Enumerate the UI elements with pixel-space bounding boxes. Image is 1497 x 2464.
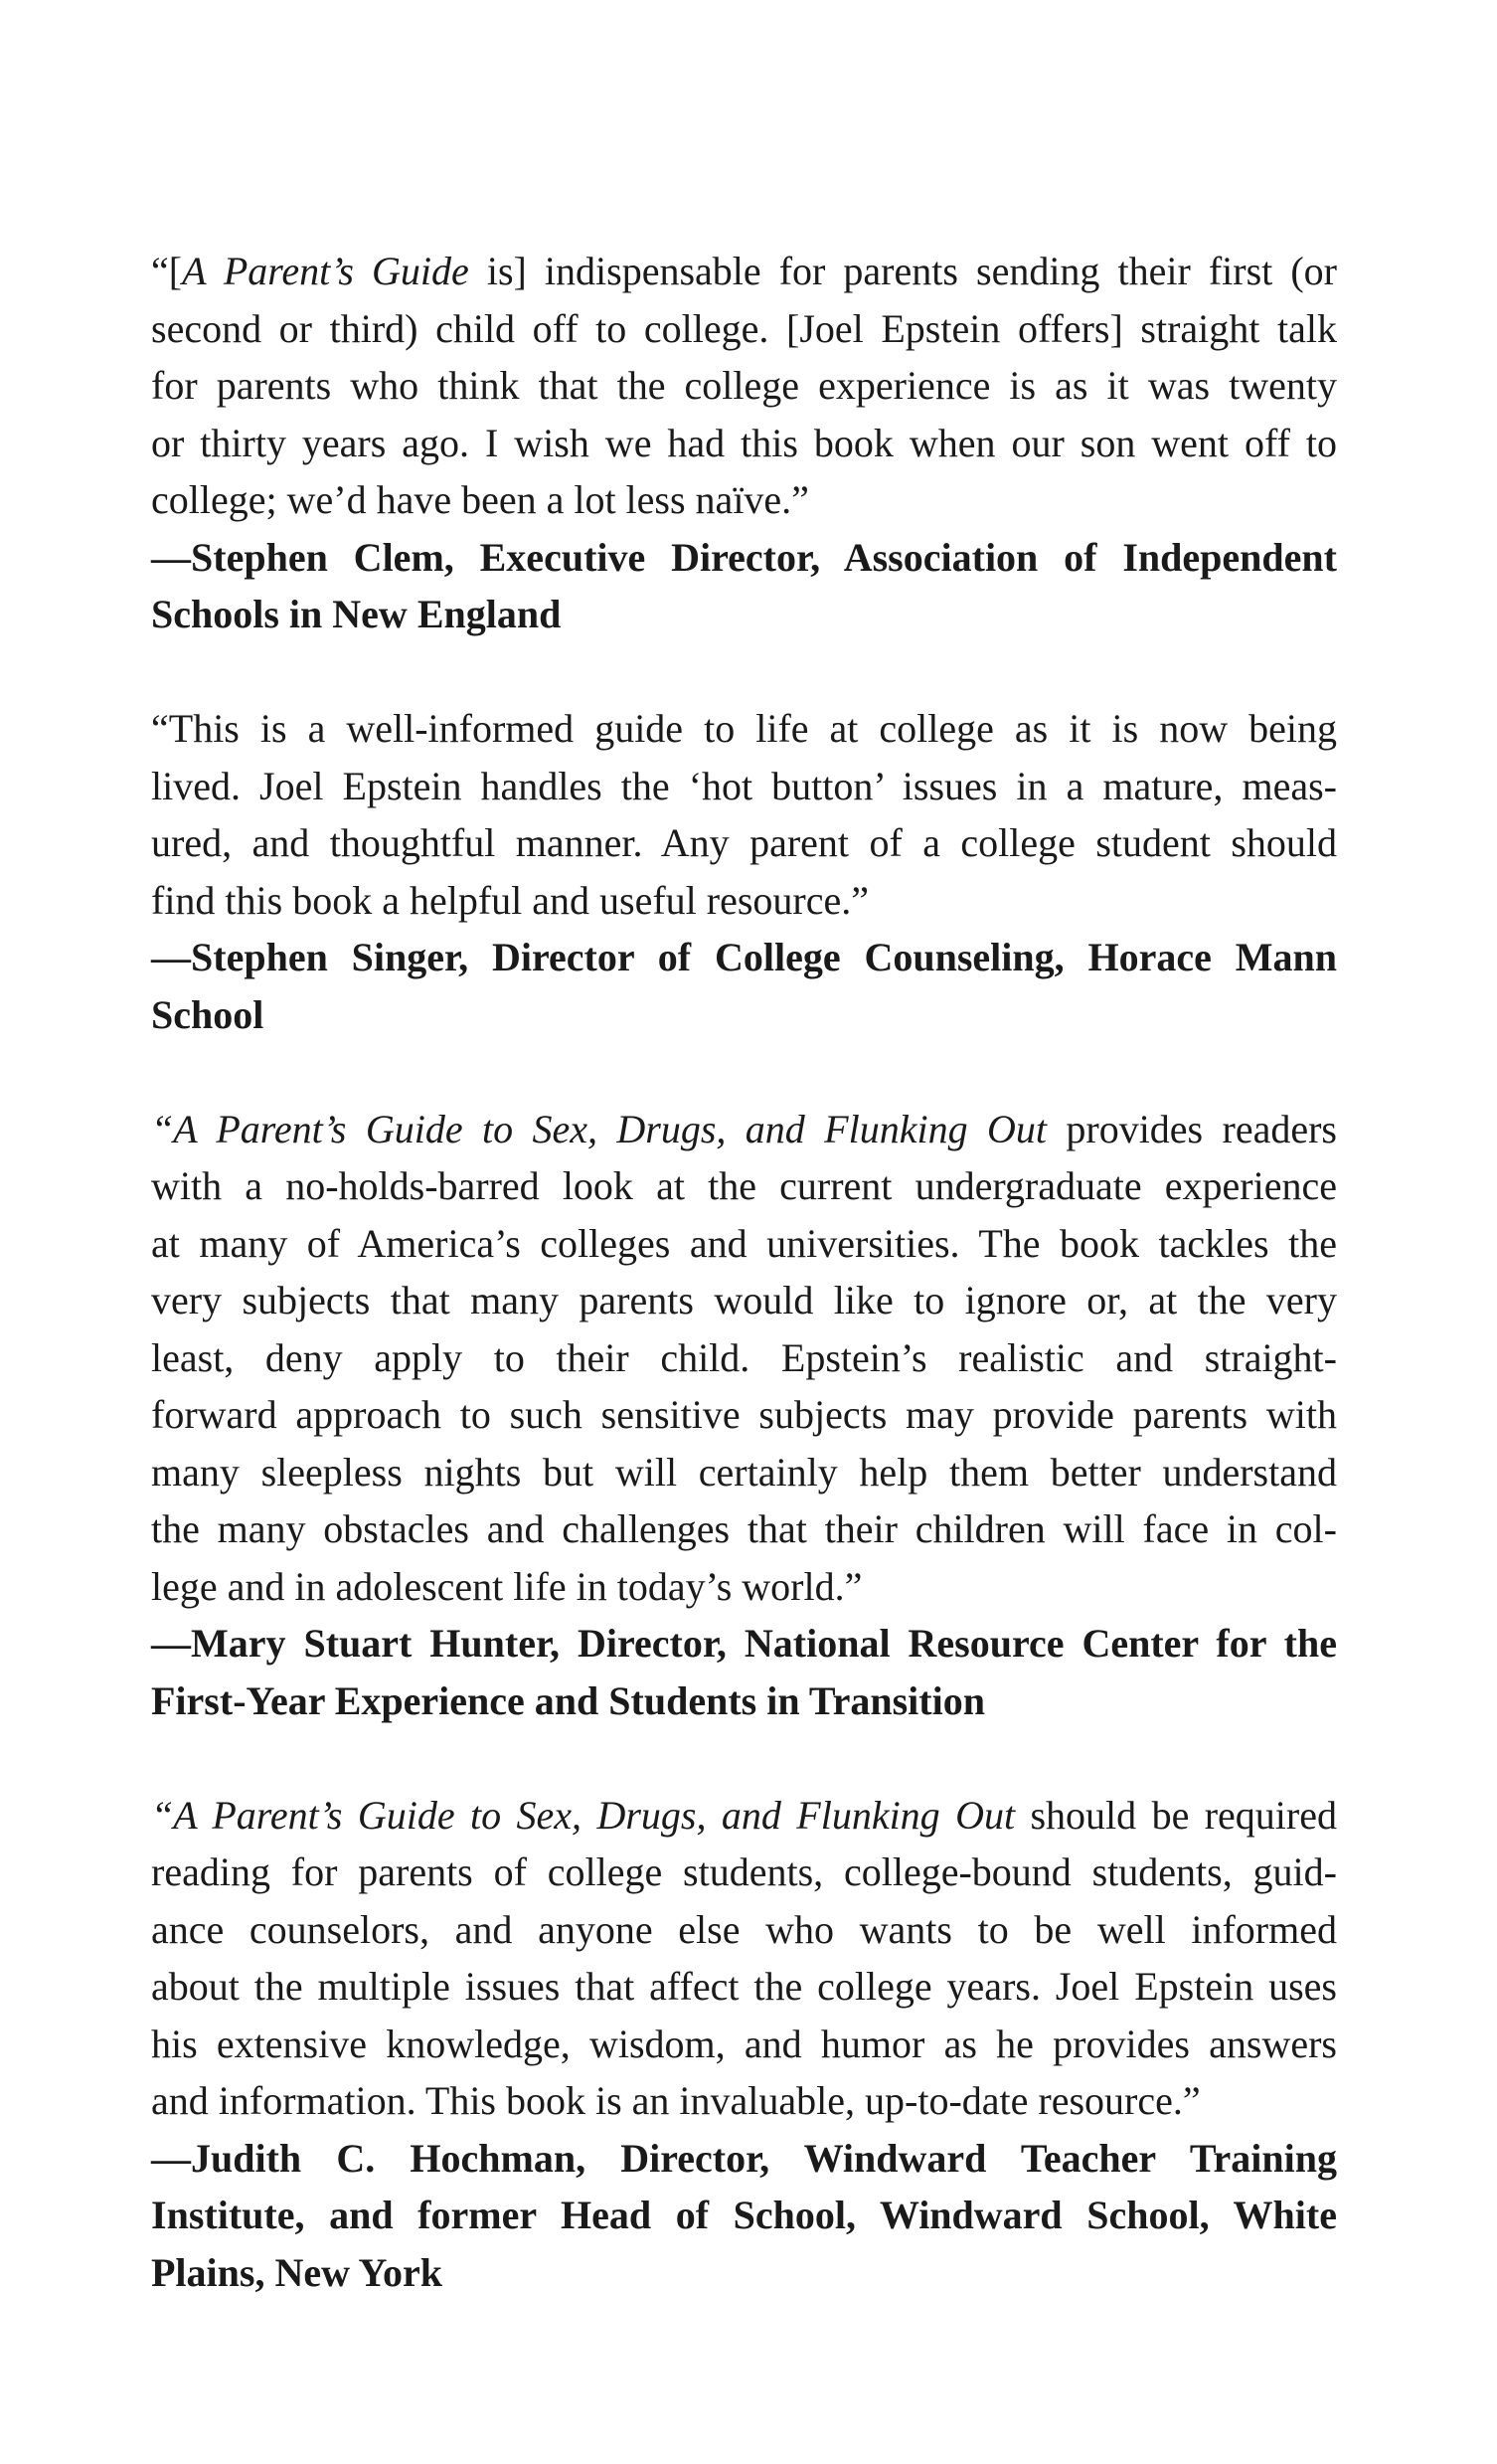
quote-attribution: —Stephen Singer, Director of College Counseling, Horace Mann bbox=[151, 935, 1337, 979]
quote-line bbox=[151, 872, 1337, 930]
quote-attribution: School bbox=[151, 991, 264, 1037]
quote-attribution: —Stephen Clem, Executive Director, Association of Independent bbox=[151, 534, 1337, 580]
quote-line bbox=[151, 2016, 1337, 2073]
quote-line bbox=[151, 1329, 1337, 1387]
quote-attribution: Plains, New York bbox=[151, 2249, 442, 2295]
quote-line bbox=[151, 357, 1337, 415]
paragraph-spacer bbox=[151, 1729, 1337, 1787]
quote-text: for parents who think that the college experience is as it was twenty bbox=[151, 363, 1337, 408]
quote-line bbox=[151, 1101, 1337, 1158]
endorsement-quote bbox=[151, 700, 1337, 1043]
quote-text: very subjects that many parents would like to ignore or, at the very bbox=[151, 1278, 1337, 1322]
quote-line bbox=[151, 814, 1337, 872]
quote-line bbox=[151, 1444, 1337, 1501]
quote-line bbox=[151, 1958, 1337, 2016]
quote-text: ance counselors, and anyone else who wants to be well informed bbox=[151, 1906, 1337, 1952]
endorsement-quote bbox=[151, 1101, 1337, 1730]
quote-text: reading for parents of college students, college-bound students, guid- bbox=[151, 1849, 1337, 1894]
quote-text: and information. This book is an invaluable, up-to-date resource.” bbox=[151, 2078, 1201, 2123]
quote-text: ured, and thoughtful manner. Any parent of a college student should bbox=[151, 820, 1337, 865]
quote-text: his extensive knowledge, wisdom, and humor as he provides answers bbox=[151, 2021, 1337, 2066]
quote-attribution: Institute, and former Head of School, Windward School, White bbox=[151, 2193, 1337, 2237]
quote-line bbox=[151, 243, 1337, 300]
quote-text: about the multiple issues that affect the college years. Joel Epstein uses bbox=[151, 1964, 1337, 2009]
quote-text: at many of America’s colleges and universities. The book tackles the bbox=[151, 1220, 1337, 1266]
quote-line bbox=[151, 758, 1337, 815]
quote-line bbox=[151, 700, 1337, 758]
endorsement-quote bbox=[151, 243, 1337, 643]
quote-line bbox=[151, 1157, 1337, 1215]
quote-text: or thirty years ago. I wish we had this book when our son went off to bbox=[151, 420, 1337, 465]
quote-line bbox=[151, 1844, 1337, 1901]
quote-text: many sleepless nights but will certainly help them better understand bbox=[151, 1449, 1337, 1495]
quote-attribution: —Judith C. Hochman, Director, Windward Teacher Training bbox=[151, 2135, 1337, 2181]
quote-attribution: Schools in New England bbox=[151, 592, 562, 636]
quote-text: least, deny apply to their child. Epstein’s realistic and straight- bbox=[151, 1334, 1337, 1380]
quote-line bbox=[151, 2072, 1337, 2130]
quote-line bbox=[151, 1787, 1337, 1845]
quote-line bbox=[151, 300, 1337, 358]
quote-line bbox=[151, 1272, 1337, 1329]
paragraph-spacer bbox=[151, 643, 1337, 701]
quote-text: lege and in adolescent life in today’s world.” bbox=[151, 1563, 863, 1609]
paragraph-spacer bbox=[151, 1043, 1337, 1101]
quote-text: with a no-holds-barred look at the current undergraduate experience bbox=[151, 1163, 1337, 1208]
quote-text: should be required bbox=[1015, 1792, 1337, 1838]
book-title-italic: A Parent’s Guide bbox=[182, 249, 469, 293]
quote-attribution: First-Year Experience and Students in Transition bbox=[151, 1677, 985, 1723]
quote-text: college; we’d have been a lot less naïve.” bbox=[151, 477, 809, 522]
quote-line bbox=[151, 1500, 1337, 1558]
quote-line bbox=[151, 1386, 1337, 1444]
quote-line bbox=[151, 1215, 1337, 1273]
quote-attribution: —Mary Stuart Hunter, Director, National Resource Center for the bbox=[151, 1621, 1337, 1666]
quote-text: is] indispensable for parents sending their first (or bbox=[468, 249, 1338, 293]
book-title-italic: “A Parent’s Guide to Sex, Drugs, and Flunking Out bbox=[151, 1792, 1016, 1838]
quote-line bbox=[151, 1558, 1337, 1616]
quote-text: lived. Joel Epstein handles the ‘hot button’ issues in a mature, meas- bbox=[151, 763, 1337, 808]
quote-line bbox=[151, 1901, 1337, 1959]
quote-line bbox=[151, 415, 1337, 472]
quote-text: forward approach to such sensitive subjects may provide parents with bbox=[151, 1392, 1337, 1437]
quote-text: the many obstacles and challenges that their children will face in col- bbox=[151, 1506, 1337, 1551]
quote-line bbox=[151, 471, 1337, 529]
quote-text: “This is a well-informed guide to life at college as it is now being bbox=[151, 706, 1337, 751]
quote-text: provides readers bbox=[1046, 1106, 1337, 1151]
endorsements-page bbox=[151, 243, 1337, 2301]
book-title-italic: “A Parent’s Guide to Sex, Drugs, and Flunking Out bbox=[151, 1106, 1047, 1151]
quote-text: “[ bbox=[151, 249, 183, 293]
endorsement-quote bbox=[151, 1787, 1337, 2302]
quote-text: second or third) child off to college. [Joel Epstein offers] straight talk bbox=[151, 305, 1337, 351]
quote-text: find this book a helpful and useful resource.” bbox=[151, 877, 870, 923]
